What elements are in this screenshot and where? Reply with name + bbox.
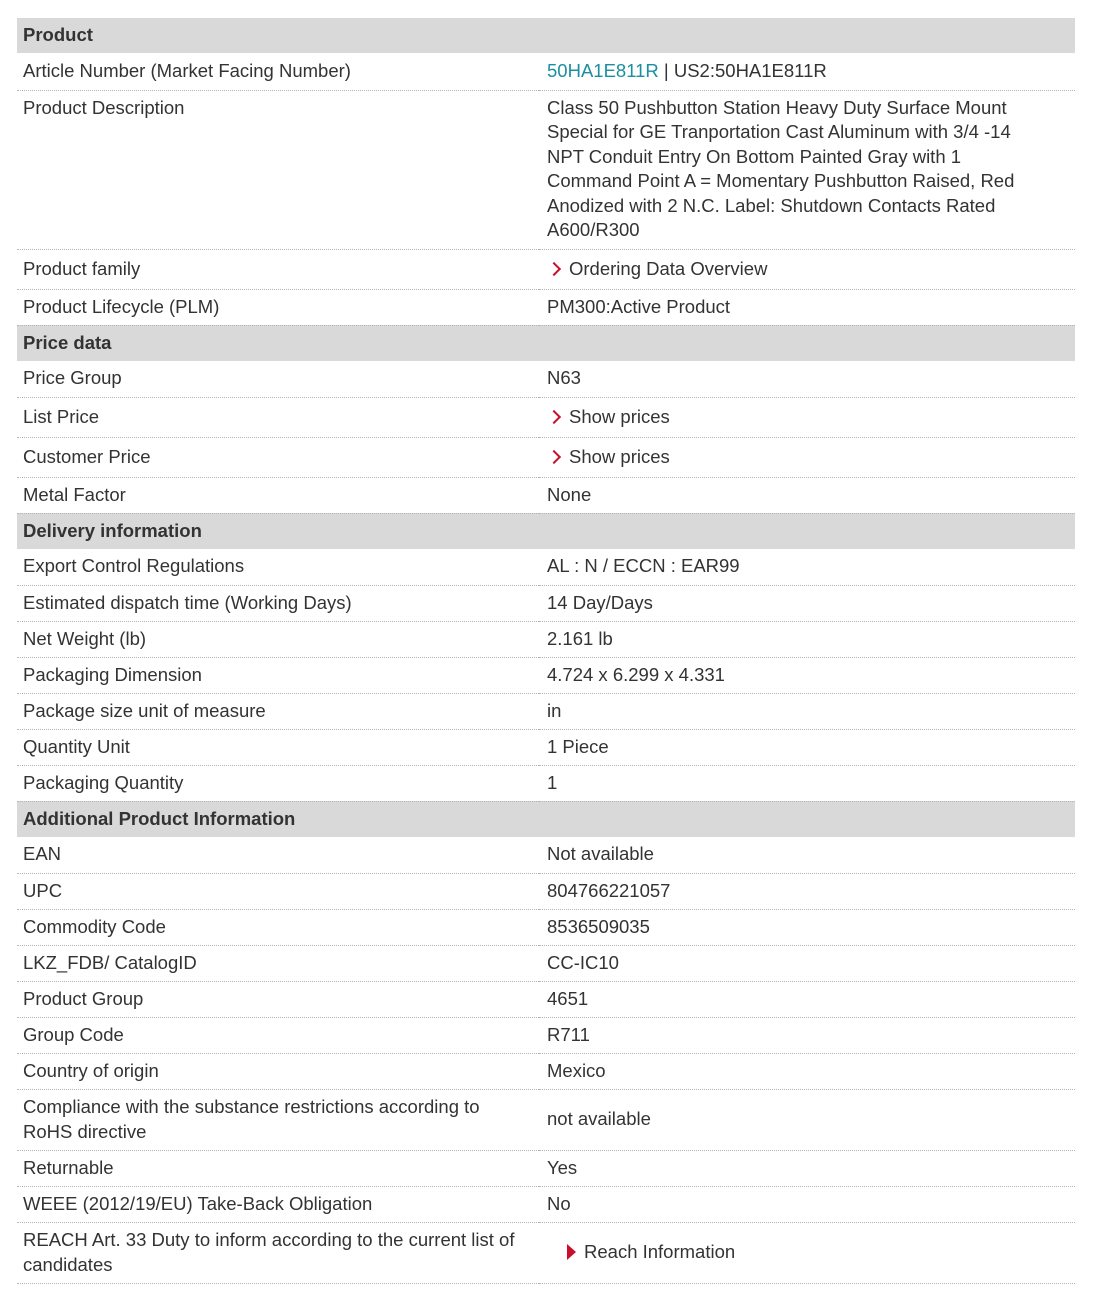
value-ean: Not available <box>539 837 1075 873</box>
value-group-code: R711 <box>539 1017 1075 1053</box>
row-export-control <box>17 549 1075 585</box>
label-quantity-unit: Quantity Unit <box>17 729 539 765</box>
row-article-number <box>17 53 1075 90</box>
product-details-table <box>17 18 1075 1284</box>
value-packaging-dimension: 4.724 x 6.299 x 4.331 <box>539 657 1075 693</box>
row-quantity-unit <box>17 729 1075 765</box>
row-package-size-unit <box>17 693 1075 729</box>
row-reach <box>17 1222 1075 1283</box>
row-packaging-quantity <box>17 765 1075 801</box>
row-product-lifecycle <box>17 289 1075 325</box>
label-weee: WEEE (2012/19/EU) Take-Back Obligation <box>17 1186 539 1222</box>
value-customer-price <box>539 437 1075 477</box>
value-net-weight: 2.161 lb <box>539 621 1075 657</box>
value-article-number <box>539 53 1075 90</box>
value-package-size-unit: in <box>539 693 1075 729</box>
row-commodity-code <box>17 909 1075 945</box>
value-catalog-id: CC-IC10 <box>539 945 1075 981</box>
row-product-group <box>17 981 1075 1017</box>
article-number-link[interactable]: 50HA1E811R <box>547 59 659 81</box>
label-country-of-origin: Country of origin <box>17 1053 539 1089</box>
label-packaging-quantity: Packaging Quantity <box>17 765 539 801</box>
section-title-additional: Additional Product Information <box>17 801 1075 837</box>
section-title-delivery: Delivery information <box>17 513 1075 549</box>
value-export-control: AL : N / ECCN : EAR99 <box>539 549 1075 585</box>
row-price-group <box>17 361 1075 397</box>
value-product-family <box>539 249 1075 289</box>
label-reach: REACH Art. 33 Duty to inform according to the current list of candidates <box>17 1222 539 1283</box>
chevron-right-icon <box>547 410 561 424</box>
row-product-family <box>17 249 1075 289</box>
value-quantity-unit: 1 Piece <box>539 729 1075 765</box>
label-group-code: Group Code <box>17 1017 539 1053</box>
row-product-description <box>17 90 1075 249</box>
ordering-data-overview-label: Ordering Data Overview <box>569 257 768 279</box>
label-ean: EAN <box>17 837 539 873</box>
label-commodity-code: Commodity Code <box>17 909 539 945</box>
value-upc: 804766221057 <box>539 873 1075 909</box>
ordering-data-overview-link[interactable] <box>547 258 767 279</box>
list-price-show-label: Show prices <box>569 405 670 427</box>
reach-information-label: Reach Information <box>584 1241 736 1263</box>
value-product-description: Class 50 Pushbutton Station Heavy Duty Surface Mount Special for GE Tranportation Cast Aluminum with 3/4 -14 NPT Conduit Entry On Bottom Painted Gray with 1 Command Point A = Momentary Pushbutton Raised, Red Anodized with 2 N.C. Label: Shutdown Contacts Rated A600/R300 <box>539 90 1075 249</box>
value-product-lifecycle: PM300:Active Product <box>539 289 1075 325</box>
label-product-group: Product Group <box>17 981 539 1017</box>
label-price-group: Price Group <box>17 361 539 397</box>
chevron-right-icon <box>547 450 561 464</box>
row-country-of-origin <box>17 1053 1075 1089</box>
label-upc: UPC <box>17 873 539 909</box>
row-packaging-dimension <box>17 657 1075 693</box>
list-price-show-link[interactable] <box>547 406 670 427</box>
label-product-family: Product family <box>17 249 539 289</box>
value-list-price <box>539 397 1075 437</box>
row-returnable <box>17 1150 1075 1186</box>
label-article-number: Article Number (Market Facing Number) <box>17 53 539 90</box>
label-package-size-unit: Package size unit of measure <box>17 693 539 729</box>
value-commodity-code: 8536509035 <box>539 909 1075 945</box>
row-upc <box>17 873 1075 909</box>
label-catalog-id: LKZ_FDB/ CatalogID <box>17 945 539 981</box>
row-group-code <box>17 1017 1075 1053</box>
section-header-product <box>17 18 1075 53</box>
chevron-right-icon <box>547 262 561 276</box>
value-metal-factor: None <box>539 477 1075 513</box>
row-customer-price <box>17 437 1075 477</box>
article-separator: | <box>658 59 674 81</box>
section-header-additional <box>17 801 1075 837</box>
label-dispatch-time: Estimated dispatch time (Working Days) <box>17 585 539 621</box>
section-title-price: Price data <box>17 325 1075 361</box>
row-list-price <box>17 397 1075 437</box>
label-metal-factor: Metal Factor <box>17 477 539 513</box>
row-rohs-compliance <box>17 1089 1075 1150</box>
section-title-product: Product <box>17 18 1075 53</box>
label-net-weight: Net Weight (lb) <box>17 621 539 657</box>
label-packaging-dimension: Packaging Dimension <box>17 657 539 693</box>
value-rohs-compliance: not available <box>539 1089 1075 1150</box>
row-ean <box>17 837 1075 873</box>
label-export-control: Export Control Regulations <box>17 549 539 585</box>
row-catalog-id <box>17 945 1075 981</box>
value-weee: No <box>539 1186 1075 1222</box>
customer-price-show-link[interactable] <box>547 446 670 467</box>
row-metal-factor <box>17 477 1075 513</box>
label-product-description: Product Description <box>17 90 539 249</box>
label-returnable: Returnable <box>17 1150 539 1186</box>
row-weee <box>17 1186 1075 1222</box>
section-header-delivery <box>17 513 1075 549</box>
label-customer-price: Customer Price <box>17 437 539 477</box>
value-dispatch-time: 14 Day/Days <box>539 585 1075 621</box>
row-dispatch-time <box>17 585 1075 621</box>
label-list-price: List Price <box>17 397 539 437</box>
section-header-price <box>17 325 1075 361</box>
row-net-weight <box>17 621 1075 657</box>
value-product-group: 4651 <box>539 981 1075 1017</box>
triangle-right-icon <box>567 1244 576 1260</box>
value-returnable: Yes <box>539 1150 1075 1186</box>
article-alt-number: US2:50HA1E811R <box>673 59 827 81</box>
value-country-of-origin: Mexico <box>539 1053 1075 1089</box>
customer-price-show-label: Show prices <box>569 445 670 467</box>
reach-information-link[interactable] <box>547 1241 735 1262</box>
value-packaging-quantity: 1 <box>539 765 1075 801</box>
label-product-lifecycle: Product Lifecycle (PLM) <box>17 289 539 325</box>
value-price-group: N63 <box>539 361 1075 397</box>
label-rohs-compliance: Compliance with the substance restrictions according to RoHS directive <box>17 1089 539 1150</box>
value-reach <box>539 1222 1075 1283</box>
